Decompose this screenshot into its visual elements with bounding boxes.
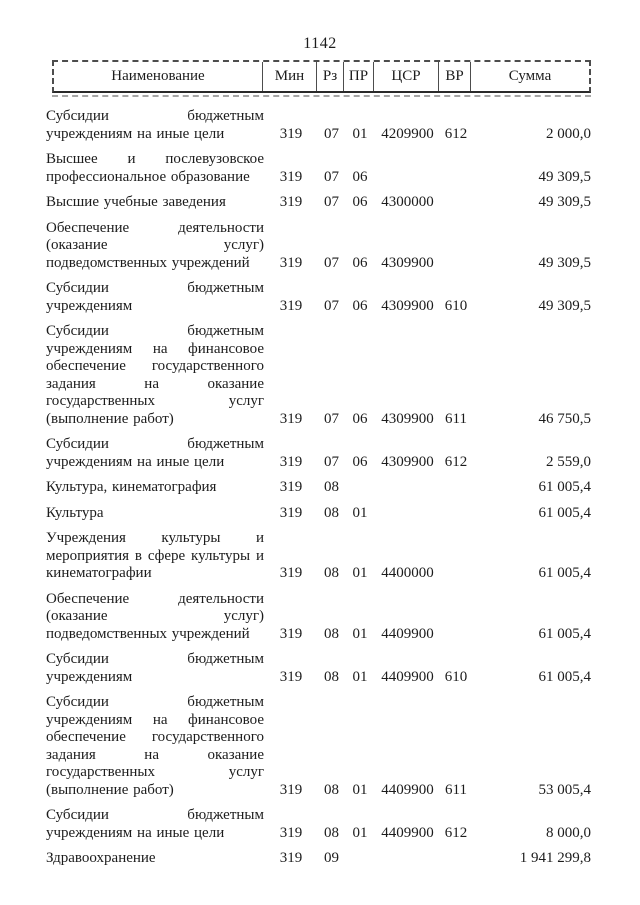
row-min-cell: 319 [279,850,303,866]
row-vr-cell: 610 [444,297,468,314]
row-vr-cell [440,143,472,186]
row-pr-cell: 01 [352,668,368,685]
row-csr-cell: 4400000 [381,565,434,581]
table-row [46,686,591,799]
table-row [46,522,591,583]
row-min-cell: 319 [279,194,303,210]
row-min-cell: 319 [279,168,303,185]
row-name-cell: Субсидии бюджетным учреждениям [46,651,264,685]
row-sum-cell: 61 005,4 [538,479,591,495]
row-min-cell: 319 [279,125,303,142]
row-sum-cell: 61 005,4 [538,668,591,685]
row-min-cell: 319 [279,297,303,314]
row-vr-cell: 611 [445,410,467,427]
row-rz-cell: 08 [324,824,339,841]
table-row [46,471,591,497]
table-row [46,428,591,471]
row-name-cell: Здравоохранение [46,850,156,866]
row-min-cell: 319 [279,254,303,271]
table-row [46,212,591,273]
header-cell-sum: Сумма [508,68,552,84]
row-sum-cell: 61 005,4 [538,565,591,581]
row-sum-cell: 49 309,5 [538,194,591,210]
row-vr-cell [440,583,472,644]
row-sum-cell: 8 000,0 [546,824,591,841]
header-cell-rz: Рз [317,62,344,91]
header-cell-csr: ЦСР [374,62,439,91]
row-pr-cell: 06 [352,453,368,470]
row-vr-cell [440,842,472,868]
row-min-cell: 319 [279,410,303,427]
row-pr-cell: 06 [352,168,368,185]
row-csr-cell: 4309900 [381,410,434,427]
row-sum-cell: 49 309,5 [538,254,591,271]
budget-table-header [52,60,591,93]
row-csr-cell: 4309900 [381,297,434,314]
row-rz-cell: 07 [324,453,339,470]
table-row [46,497,591,523]
row-name-cell: Субсидии бюджетным учреждениям на иные цели [46,108,264,142]
row-min-cell: 319 [279,781,303,798]
row-csr-cell: 4300000 [381,194,434,210]
row-name-cell: Высшие учебные заведения [46,194,226,210]
row-sum-cell: 49 309,5 [538,168,591,185]
row-pr-cell [345,471,375,497]
row-rz-cell: 07 [324,410,339,427]
row-vr-cell [440,497,472,523]
row-csr-cell: 4409900 [381,668,434,685]
row-min-cell: 319 [279,504,303,521]
page-number: 1142 [303,35,337,52]
header-cell-name: Наименование [54,62,263,91]
row-vr-cell: 610 [444,668,468,685]
row-vr-cell: 611 [445,781,467,798]
row-pr-cell: 06 [352,297,368,314]
row-name-cell: Субсидии бюджетным учреждениям на финансовое обеспечение государственного задания на оказание государственных услуг (выполнение работ) [46,694,264,798]
row-rz-cell: 07 [324,194,339,210]
row-vr-cell [440,522,472,583]
row-sum-cell: 1 941 299,8 [519,850,591,866]
header-cell-min: Мин [263,62,317,91]
row-name-cell: Обеспечение деятельности (оказание услуг) подведомственных учреждений [46,219,264,271]
row-csr-cell [375,143,440,186]
row-csr-cell [375,842,440,868]
row-vr-cell: 612 [444,824,468,841]
row-pr-cell: 01 [352,125,368,142]
row-pr-cell: 01 [352,781,368,798]
row-name-cell: Культура, кинематография [46,479,217,495]
header-cell-vr: ВР [439,62,471,91]
row-pr-cell: 06 [352,194,368,210]
budget-table [46,97,591,868]
row-rz-cell: 07 [324,125,339,142]
table-row [46,842,591,868]
table-row [46,583,591,644]
row-rz-cell: 09 [324,850,339,866]
table-row [46,186,591,212]
row-rz-cell: 07 [324,254,339,271]
row-pr-cell: 01 [352,824,368,841]
table-row [46,272,591,315]
row-min-cell: 319 [279,668,303,685]
row-csr-cell: 4409900 [381,781,434,798]
row-sum-cell: 46 750,5 [538,410,591,427]
row-rz-cell: 08 [324,479,339,495]
row-rz-cell: 08 [324,668,339,685]
row-min-cell: 319 [279,479,303,495]
row-sum-cell: 61 005,4 [538,504,591,521]
row-vr-cell: 612 [444,125,468,142]
row-csr-cell: 4309900 [381,254,434,271]
row-vr-cell [440,212,472,273]
row-pr-cell: 01 [352,625,368,642]
row-rz-cell: 08 [324,504,339,521]
row-rz-cell: 07 [324,297,339,314]
row-pr-cell: 01 [352,504,368,521]
row-sum-cell: 2 559,0 [546,453,591,470]
row-rz-cell: 08 [324,625,339,642]
row-sum-cell: 61 005,4 [538,625,591,642]
row-csr-cell [375,471,440,497]
row-rz-cell: 08 [324,565,339,581]
row-name-cell: Субсидии бюджетным учреждениям на иные цели [46,807,264,841]
row-csr-cell [375,497,440,523]
row-vr-cell [440,186,472,212]
row-csr-cell: 4309900 [381,453,434,470]
table-row [46,315,591,428]
budget-table-body [46,97,591,868]
table-row [46,643,591,686]
row-name-cell: Субсидии бюджетным учреждениям [46,280,264,314]
row-name-cell: Субсидии бюджетным учреждениям на финансовое обеспечение государственного задания на оказание государственных услуг (выполнение работ) [46,323,264,427]
table-row [46,97,591,143]
row-pr-cell [345,842,375,868]
table-row [46,799,591,842]
row-min-cell: 319 [279,824,303,841]
row-name-cell: Обеспечение деятельности (оказание услуг) подведомственных учреждений [46,590,264,642]
row-pr-cell: 06 [352,254,368,271]
row-sum-cell: 2 000,0 [546,125,591,142]
row-min-cell: 319 [279,565,303,581]
row-min-cell: 319 [279,625,303,642]
row-csr-cell: 4409900 [381,824,434,841]
row-rz-cell: 07 [324,168,339,185]
row-sum-cell: 53 005,4 [538,781,591,798]
row-sum-cell: 49 309,5 [538,297,591,314]
row-pr-cell: 06 [352,410,368,427]
table-row [46,143,591,186]
row-rz-cell: 08 [324,781,339,798]
header-cell-pr: ПР [344,62,374,91]
row-vr-cell [440,471,472,497]
row-name-cell: Культура [46,504,104,521]
row-min-cell: 319 [279,453,303,470]
row-name-cell: Учреждения культуры и мероприятия в сфере культуры и кинематографии [46,530,264,581]
row-csr-cell: 4409900 [381,625,434,642]
row-csr-cell: 4209900 [381,125,434,142]
row-name-cell: Высшее и послевузовское профессиональное образование [46,151,264,185]
row-vr-cell: 612 [444,453,468,470]
row-name-cell: Субсидии бюджетным учреждениям на иные цели [46,436,264,470]
row-pr-cell: 01 [352,565,368,581]
